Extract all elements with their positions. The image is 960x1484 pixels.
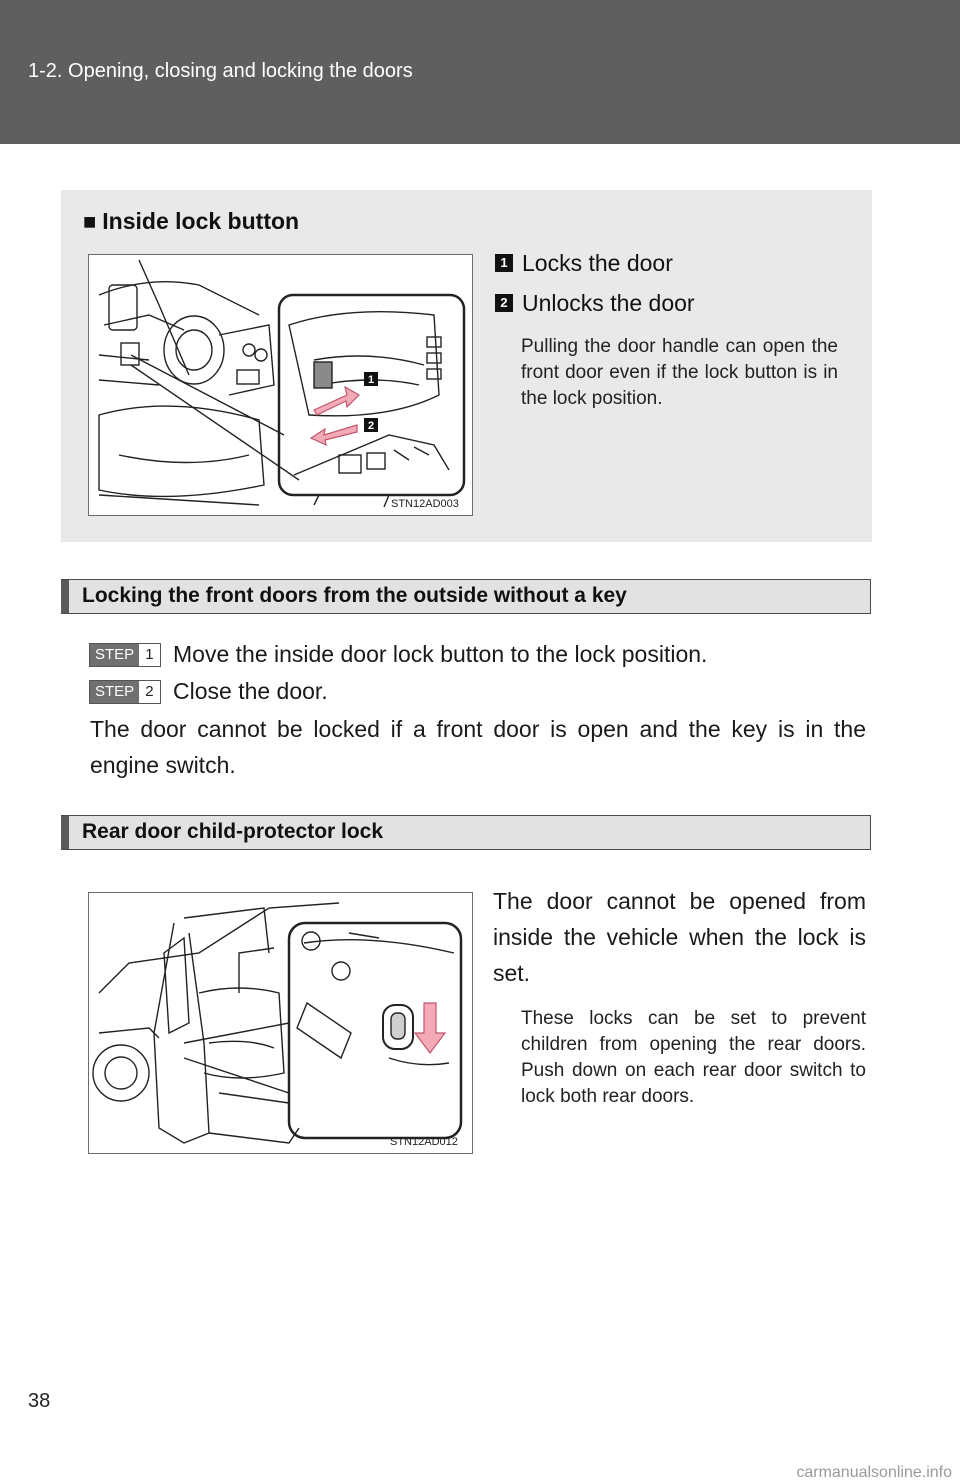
locking-note: The door cannot be locked if a front door is open and the key is in the engine switch.: [90, 716, 866, 778]
rear-door-illustration: [89, 893, 472, 1153]
svg-text:1: 1: [367, 374, 375, 386]
chapter-title: 1-2. Opening, closing and locking the doors: [28, 60, 413, 82]
lock-arrow-icon: [314, 387, 359, 415]
legend-unlocks: Unlocks the door: [522, 290, 695, 316]
child-lock-figure: [88, 892, 473, 1154]
figure-code: STN12AD003: [391, 498, 459, 510]
legend-locks: Locks the door: [522, 250, 673, 276]
step-2-badge: STEP 2: [89, 680, 161, 704]
step-1-badge: STEP 1: [89, 643, 161, 667]
locking-section-heading: Locking the front doors from the outside without a key: [61, 579, 871, 614]
inside-lock-heading: ■ Inside lock button: [83, 208, 300, 234]
step-1-text: Move the inside door lock button to the lock position.: [173, 641, 708, 667]
inside-lock-figure: [88, 254, 473, 516]
figure-code: STN12AD012: [390, 1136, 458, 1148]
door-interior-illustration: [89, 255, 472, 515]
number-badge-1: 1: [495, 254, 513, 272]
child-lock-note: These locks can be set to prevent children from opening the rear doors. Push down on each rear door switch to lock both rear doors.: [521, 1008, 866, 1107]
inside-lock-box: [61, 190, 872, 542]
svg-text:2: 2: [367, 420, 375, 432]
watermark: carmanualsonline.info: [796, 1464, 952, 1481]
push-down-arrow-icon: [415, 1003, 445, 1053]
unlock-arrow-icon: [311, 425, 357, 445]
page-header: [0, 0, 960, 144]
child-lock-section-heading: Rear door child-protector lock: [61, 815, 871, 850]
square-bullet-icon: ■: [83, 209, 97, 234]
page-number: 38: [28, 1390, 51, 1412]
number-badge-2: 2: [495, 294, 513, 312]
child-lock-main-text: The door cannot be opened from inside the vehicle when the lock is set.: [493, 888, 866, 986]
inside-lock-note: Pulling the door handle can open the front door even if the lock button is in the lock position.: [521, 336, 838, 409]
step-2-text: Close the door.: [173, 678, 328, 704]
